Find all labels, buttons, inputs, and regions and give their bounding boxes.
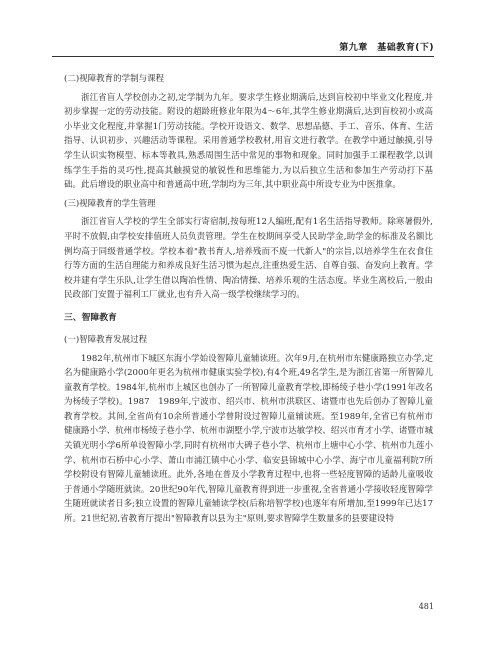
paragraph-curriculum: 浙江省盲人学校创办之初,定学制为九年。要求学生修业期满后,达到盲校初中毕业文化程度,并初步掌握一定的劳动技能。附设的超龄班修业年限为4～6年,其学生修业期满后,达到盲校初小或高小毕业文化程度,并掌握1门劳动技能。学校开设语文、数学、思想品德、手工、音乐、体育、生活指导、认识初步、兴趣活动等课程。采用普通学校教材,用盲文进行教学。在教学中通过触摸,引导学生认识实物模型、标本等教具,熟悉周围生活中常见的事物和现象。同时加强手工课程教学,以训练学生手指的灵巧性,提高其触摸觉的敏锐性和思维能力,为以后独立生活和参加生产劳动打下基础。此后增设的职业高中和普通高中班,学制均为三年,其中职业高中所设专业为中医推拿。 — [64, 92, 433, 191]
section-heading-development: (一)智障教育发展过程 — [64, 334, 148, 345]
page-number: 481 — [418, 602, 434, 611]
chapter-heading-intellectual: 三、智障教育 — [64, 312, 117, 323]
body-text — [64, 68, 433, 527]
header-rule — [52, 56, 434, 57]
running-head: 第九章 基础教育(下) — [339, 43, 434, 53]
paragraph-development: 1982年,杭州市下城区东海小学始设智障儿童辅读班。次年9月,在杭州市东健康路独立办学,定名为健康路小学(2000年更名为杭州市健康实验学校),有4个班,49名学生,是为浙江省第一所智障儿童教育学校。1984年,杭州市上城区也创办了一所智障儿童教育学校,即杨绫子巷小学(1991年改名为杨绫子学校)。1987 1989年,宁波市、绍兴市、杭州市洪联区、诸暨市也先后创办了智障儿童教育学校。其间,全省尚有10余所普通小学曾附设过智障儿童辅读班。至1989年,全省已有杭州市健康路小学、杭州市杨绫子巷小学、杭州市湖墅小学,宁波市达敏学校、绍兴市育才小学、诸暨市城关镇光明小学6所单设智障小学,同时有杭州市大碑子巷小学、杭州市上塘中心小学、杭州市九莲小学、杭州市石桥中心小学、萧山市浦江镇中心小学、临安县锦城中心小学、海宁市儿童福利院7所学校附设有智障儿童辅读班。此外,各地在普及小学教育过程中,也将一些轻度智障的适龄儿童吸收于普通小学随班就读。20世纪90年代,智障儿童教育得到进一步重视,全省普通小学接收轻度智障学生随班就读者日多;独立设置的智障儿童辅读学校(后称培智学校)也逐年有所增加,至1999年已达17所。21世纪初,省教育厅提出"智障教育以县为主"原则,要求智障学生数量多的县要建设特 — [64, 353, 433, 525]
section-heading-management: (三)视障教育的学生管理 — [64, 198, 156, 209]
paragraph-management: 浙江省盲人学校的学生全部实行寄宿制,按每班12人编班,配有1名生活指导教师。除寒暑假外,平时不放假,由学校安排值班人员负责管理。学生在校期间享受人民助学金,助学金的标准及名额比例均高于同级普通学校。学校本着"教书育人,培养残而不废一代新人"的宗旨,以培养学生在衣食住行等方面的生活自理能力和养成良好生活习惯为起点,注重热爱生活、自尊自强、奋发向上教育。学校并建有学生乐队,让学生借以陶冶性情、陶冶情操、培养乐观的生活态度。毕业生离校后,一般由民政部门安置于福利工厂就业,也有升入高一级学校继续学习的。 — [64, 217, 433, 301]
section-heading-curriculum: (二)视障教育的学制与课程 — [64, 74, 165, 84]
